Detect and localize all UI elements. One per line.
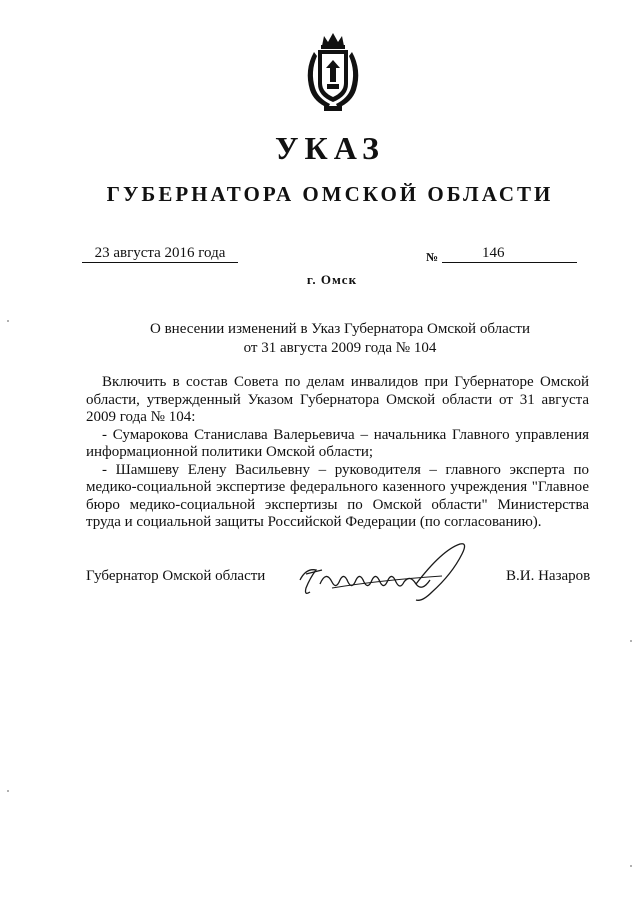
document-number: 146 bbox=[482, 245, 505, 261]
body-paragraph: Включить в состав Совета по делам инвалидов при Губернаторе Омской области, утвержденный Указом Губернатора Омской области от 31 августа 2009 года № 104: bbox=[86, 374, 589, 425]
scan-speck bbox=[630, 640, 632, 642]
number-label: № bbox=[426, 250, 439, 264]
scan-speck bbox=[7, 320, 9, 322]
document-heading-line-2: от 31 августа 2009 года № 104 bbox=[243, 340, 437, 356]
page-title: УКАЗ bbox=[275, 130, 385, 166]
signatory-name: В.И. Назаров bbox=[506, 568, 591, 584]
scan-speck bbox=[7, 790, 9, 792]
signatory-role: Губернатор Омской области bbox=[86, 568, 266, 584]
omsk-coat-of-arms-icon bbox=[300, 30, 366, 114]
page-subtitle: ГУБЕРНАТОРА ОМСКОЙ ОБЛАСТИ bbox=[106, 182, 554, 206]
document-body bbox=[86, 374, 589, 532]
document-number-field bbox=[442, 245, 577, 263]
document-heading-line-1: О внесении изменений в Указ Губернатора Омской области bbox=[150, 321, 530, 337]
scan-speck bbox=[630, 865, 632, 867]
handwritten-signature-icon bbox=[292, 540, 472, 610]
document-city: г. Омск bbox=[306, 272, 358, 287]
body-paragraph: - Шамшеву Елену Васильевну – руководителя – главного эксперта по медико-социальной экспертизе федерального казенного учреждения "Главное бюро медико-социальной экспертизы по Омской области" Министерства труда и социальной защиты Российской Федерации (по согласованию). bbox=[86, 461, 589, 530]
body-paragraph: - Сумарокова Станислава Валерьевича – начальника Главного управления информационной политики Омской области; bbox=[86, 426, 589, 460]
document-heading bbox=[100, 320, 580, 358]
document-date: 23 августа 2016 года bbox=[82, 245, 238, 263]
